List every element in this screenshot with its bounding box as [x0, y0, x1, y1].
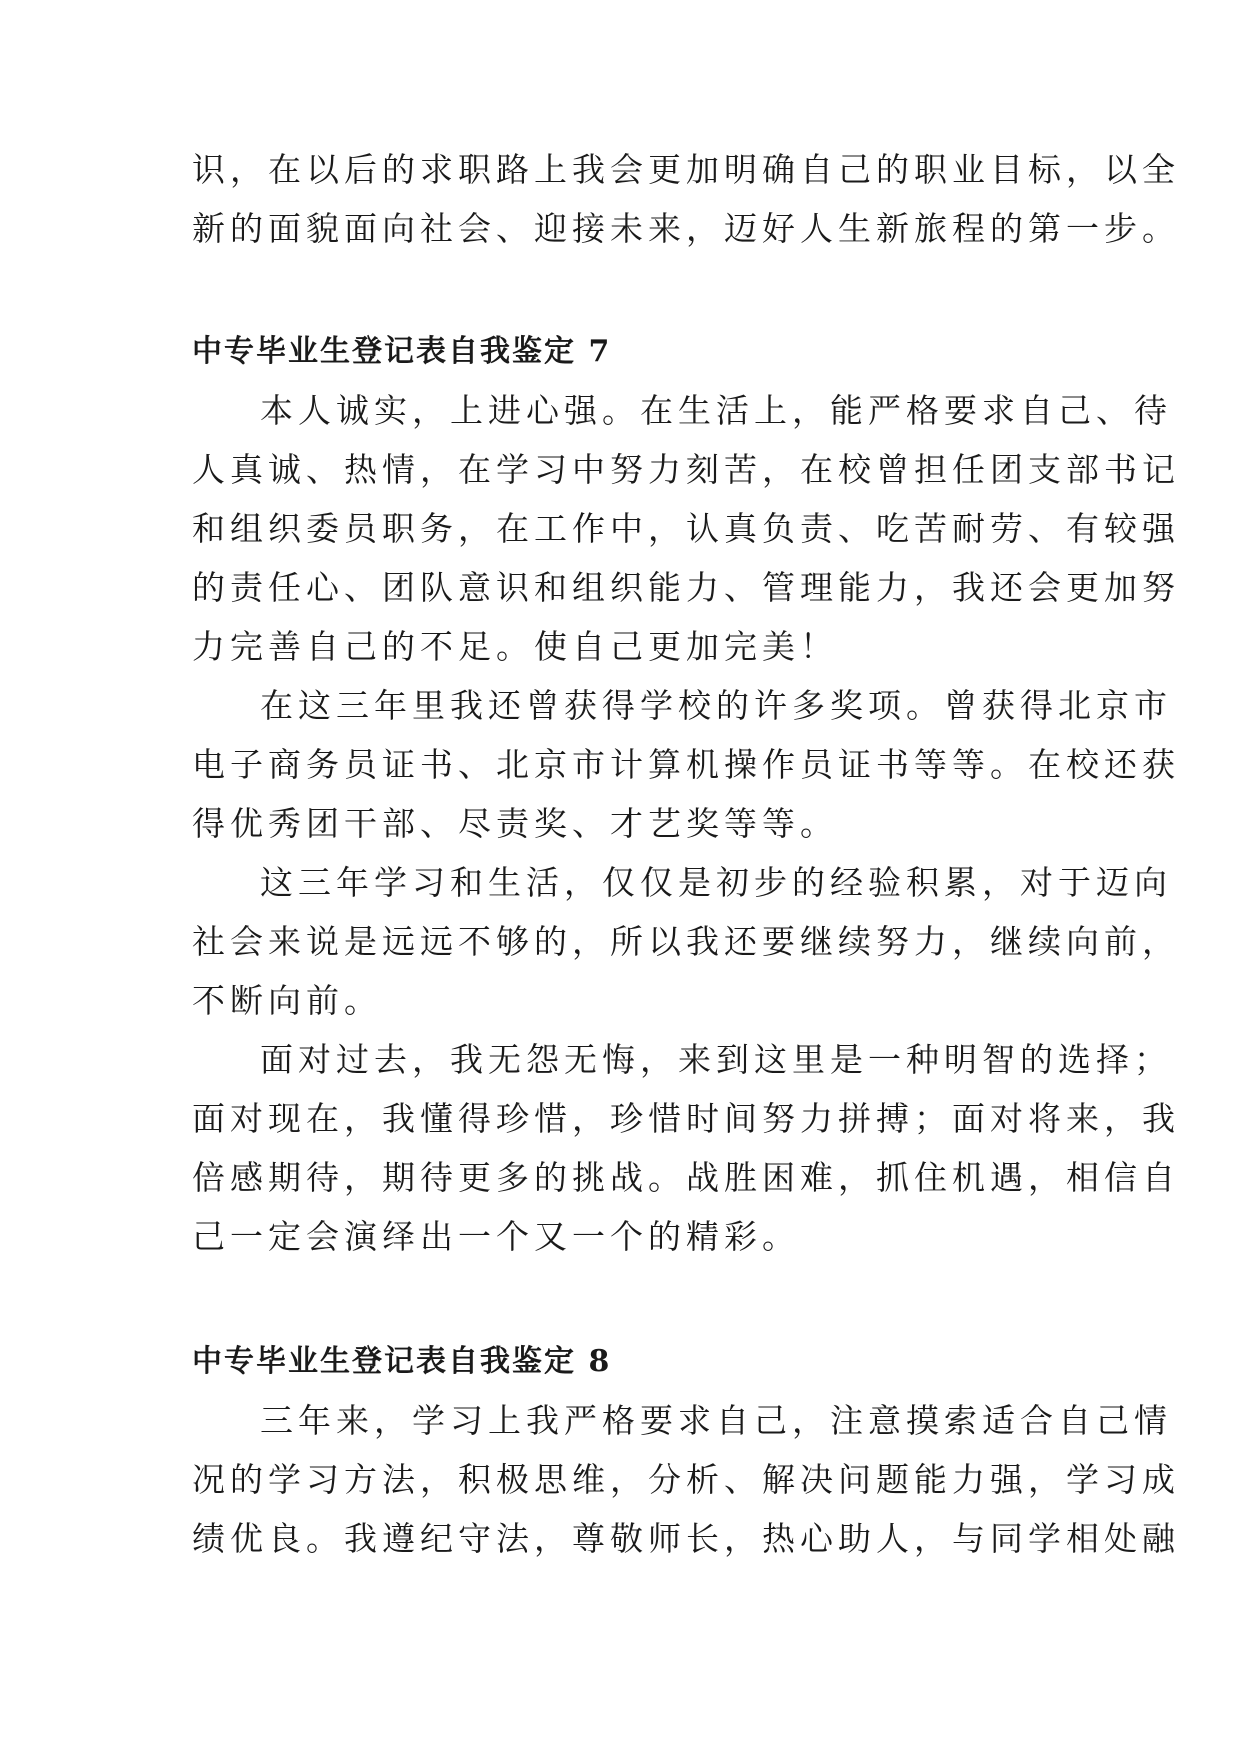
- paragraph: [192, 381, 1180, 676]
- intro-paragraph: [192, 140, 1180, 258]
- text-line: 和组织委员职务，在工作中，认真负责、吃苦耐劳、有较强: [192, 509, 1180, 548]
- text-line: 面对现在，我懂得珍惜，珍惜时间努力拼搏；面对将来，我: [192, 1099, 1180, 1138]
- text-line: 不断向前。: [192, 981, 382, 1020]
- text-line: 己一定会演绎出一个又一个的精彩。: [192, 1217, 800, 1256]
- paragraph: [192, 1391, 1180, 1568]
- section-7: [192, 323, 1180, 1266]
- section-heading: 中专毕业生登记表自我鉴定 7: [192, 334, 612, 369]
- text-line: 的责任心、团队意识和组织能力、管理能力，我还会更加努: [192, 568, 1180, 607]
- document-page: [192, 140, 1180, 1568]
- text-line: 倍感期待，期待更多的挑战。战胜困难，抓住机遇，相信自: [192, 1158, 1180, 1197]
- text-line: 在这三年里我还曾获得学校的许多奖项。曾获得北京市: [260, 686, 1172, 725]
- section-8: [192, 1333, 1180, 1568]
- text-line: 三年来，学习上我严格要求自己，注意摸索适合自己情: [260, 1401, 1172, 1440]
- section-heading: 中专毕业生登记表自我鉴定 8: [192, 1344, 612, 1379]
- text-line: 识，在以后的求职路上我会更加明确自己的职业目标，以全: [192, 150, 1180, 189]
- paragraph: [192, 676, 1180, 853]
- text-line: 本人诚实，上进心强。在生活上，能严格要求自己、待: [260, 391, 1172, 430]
- paragraph: [192, 853, 1180, 1030]
- text-line: 力完善自己的不足。使自己更加完美！: [192, 627, 838, 666]
- paragraph: [192, 1030, 1180, 1266]
- text-line: 这三年学习和生活，仅仅是初步的经验积累，对于迈向: [260, 863, 1172, 902]
- text-line: 人真诚、热情，在学习中努力刻苦，在校曾担任团支部书记: [192, 450, 1180, 489]
- text-line: 得优秀团干部、尽责奖、才艺奖等等。: [192, 804, 838, 843]
- text-line: 新的面貌面向社会、迎接未来，迈好人生新旅程的第一步。: [192, 209, 1180, 248]
- text-line: 电子商务员证书、北京市计算机操作员证书等等。在校还获: [192, 745, 1180, 784]
- text-line: 况的学习方法，积极思维，分析、解决问题能力强，学习成: [192, 1460, 1180, 1499]
- text-line: 绩优良。我遵纪守法，尊敬师长，热心助人，与同学相处融: [192, 1519, 1180, 1558]
- text-line: 社会来说是远远不够的，所以我还要继续努力，继续向前，: [192, 922, 1180, 961]
- text-line: 面对过去，我无怨无悔，来到这里是一种明智的选择；: [260, 1040, 1172, 1079]
